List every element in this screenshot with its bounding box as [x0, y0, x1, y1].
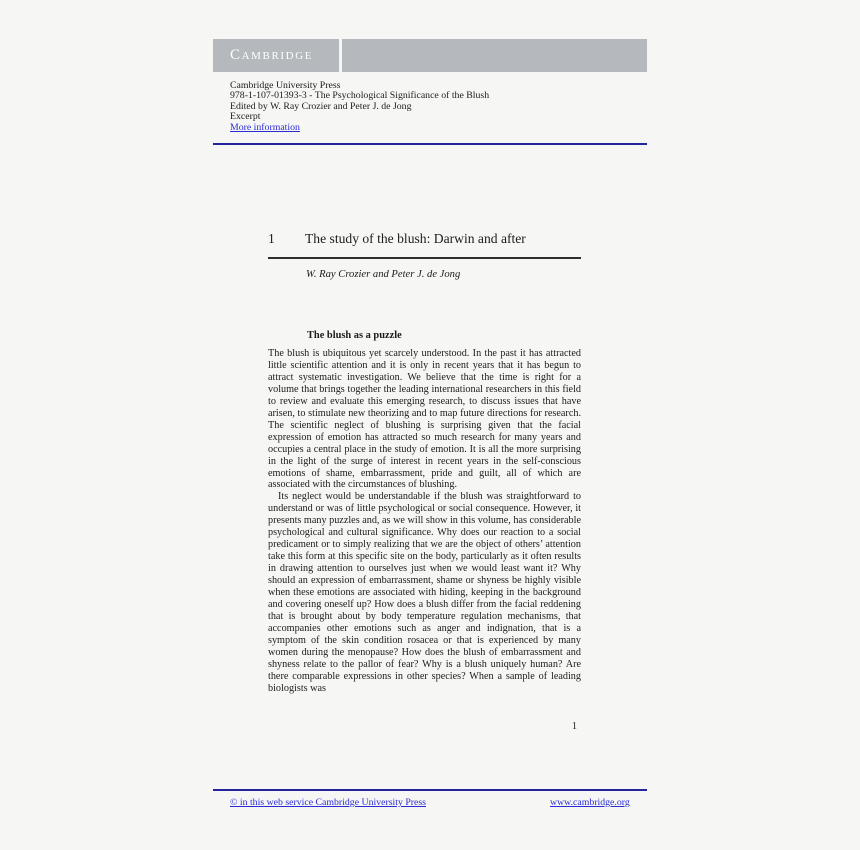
imprint-publisher: Cambridge University Press: [230, 80, 341, 91]
website-link[interactable]: www.cambridge.org: [550, 797, 630, 808]
cambridge-logo-text: Cambridge: [230, 47, 314, 63]
copyright-link[interactable]: © in this web service Cambridge University Press: [230, 797, 426, 808]
imprint-format: Excerpt: [230, 111, 261, 123]
chapter-title-rule: [268, 257, 581, 259]
logo-separator: [339, 39, 342, 72]
cambridge-brand-bar: [213, 39, 647, 72]
chapter-number: 1: [268, 231, 275, 246]
cambridge-logo: [213, 39, 339, 72]
paragraph-1: The blush is ubiquitous yet scarcely understood. In the past it has attracted little scientific attention and it is only in recent years that it has begun to attract systematic investigation. We believe that the time is right for a volume that brings together the leading international researchers in this field to review and evaluate this emerging research, to discuss issues that have arisen, to stimulate new theorizing and to map future directions for research. The scientific neglect of blushing is surprising given that the facial expression of emotion has attracted so much research for many years and occupies a central place in the study of emotion. It is all the more surprising in the light of the surge of interest in recent years in the self-conscious emotions of shame, embarrassment, pride and guilt, all of which are associated with the circumstances of blushing.: [268, 348, 581, 491]
header-rule: [213, 143, 647, 145]
chapter-authors: W. Ray Crozier and Peter J. de Jong: [306, 269, 461, 280]
chapter-heading: [268, 231, 598, 247]
imprint-block: [230, 81, 489, 133]
footer-rule: [213, 789, 647, 791]
more-information-link[interactable]: More information: [230, 121, 300, 133]
page-number: 1: [572, 721, 577, 732]
imprint-editors: Edited by W. Ray Crozier and Peter J. de Jong: [230, 100, 412, 112]
chapter-title: The study of the blush: Darwin and after: [305, 231, 526, 246]
imprint-isbn-title: 978-1-107-01393-3 - The Psychological Significance of the Blush: [230, 90, 490, 102]
section-heading: The blush as a puzzle: [307, 330, 402, 341]
paragraph-2: Its neglect would be understandable if the blush was straightforward to understand or was of little psychological or social consequence. However, it presents many puzzles and, as we will show in this volume, has considerable psychological and cultural significance. Why does our reaction to a social predicament or to simply realizing that we are the object of others’ attention take this form at this specific site on the body, particularly as it often results in drawing attention to ourselves just when we would least want it? Why should an expression of embarrassment, shame or shyness be highly visible when these emotions are associated with hiding, keeping in the background and covering oneself up? How does a blush differ from the facial reddening that is brought about by body temperature regulation mechanisms, that accompanies other emotions such as anger and indignation, that is a symptom of the skin condition rosacea or that is experienced by many women during the menopause? How does the blush of embarrassment and shyness relate to the pallor of fear? Why is a blush uniquely human? Are there comparable expressions in other species? When a sample of leading biologists was: [268, 491, 581, 694]
body-text: [268, 348, 581, 695]
